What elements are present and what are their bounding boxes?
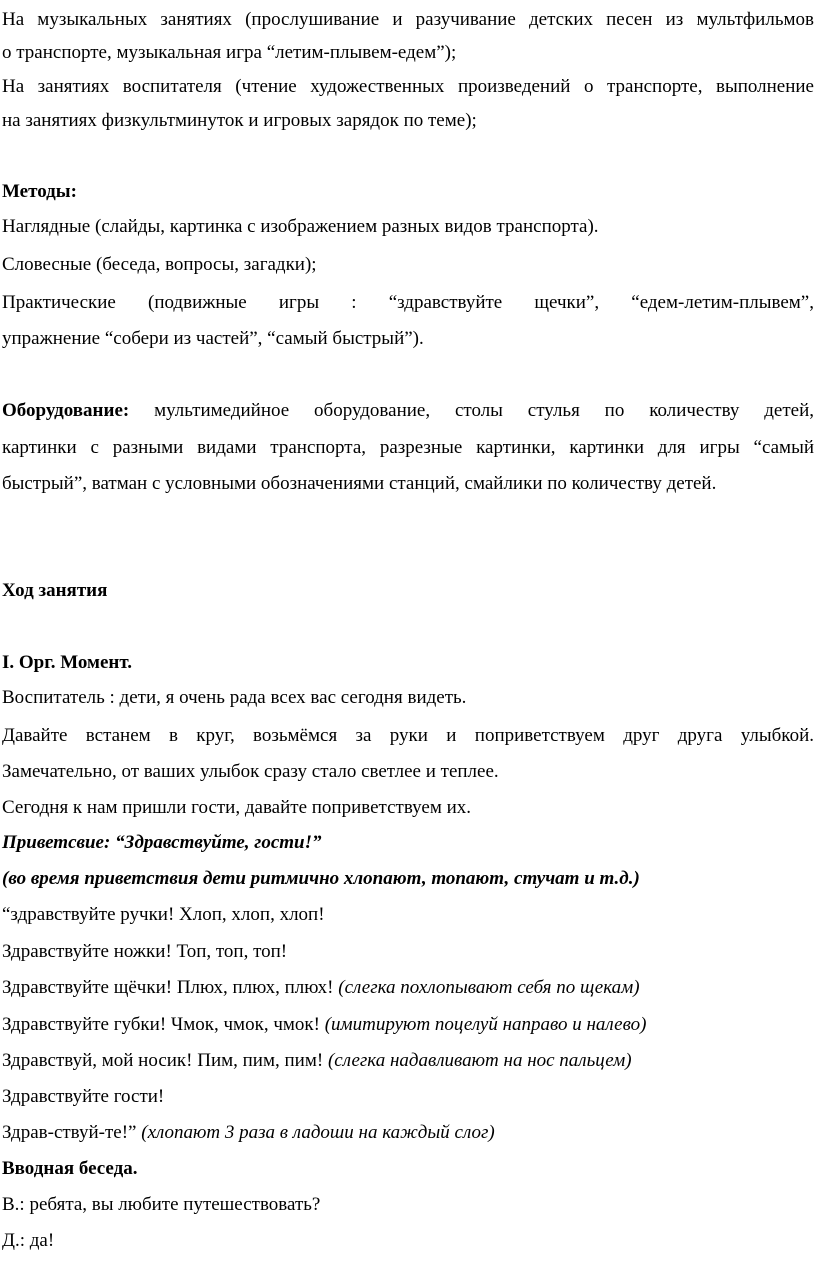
greeting-line-5-note: (слегка надавливают на нос пальцем)	[327, 1050, 632, 1071]
greeting-line-7-note: (хлопают 3 раза в ладоши на каждый слог)	[141, 1122, 495, 1143]
methods-heading: Методы:	[2, 181, 77, 202]
intro-line-2: о транспорте, музыкальная игра “летим-плывем-едем”);	[2, 42, 457, 63]
intro-line-4: на занятиях физкультминуток и игровых зарядок по теме);	[2, 110, 477, 131]
greeting-line-3-note: (слегка похлопывают себя по щекам)	[338, 977, 640, 998]
greeting-line-3-text: Здравствуйте щёчки! Плюх, плюх, плюх!	[2, 977, 334, 998]
greeting-line-4-text: Здравствуйте губки! Чмок, чмок, чмок!	[2, 1014, 320, 1035]
methods-practical-line-1: Практические (подвижные игры : “здравствуйте щечки”, “едем-летим-плывем”,	[2, 292, 814, 313]
section-1-heading: I. Орг. Момент.	[2, 652, 133, 673]
greeting-title: Приветсвие: “Здравствуйте, гости!”	[2, 832, 322, 853]
lesson-text-2: Давайте встанем в круг, возьмёмся за руки и поприветствуем друг друга улыбкой.	[2, 725, 814, 746]
greeting-note: (во время приветствия дети ритмично хлопают, топают, стучат и т.д.)	[2, 868, 640, 889]
greeting-line-6: Здравствуйте гости!	[2, 1086, 165, 1107]
greeting-line-3	[2, 976, 814, 1000]
greeting-line-7	[2, 1121, 814, 1145]
greeting-line-5-text: Здравствуй, мой носик! Пим, пим, пим!	[2, 1050, 324, 1071]
equipment-line-1	[2, 399, 814, 423]
greeting-line-5	[2, 1049, 814, 1073]
greeting-line-2: Здравствуйте ножки! Топ, топ, топ!	[2, 941, 288, 962]
greeting-line-7-text: Здрав-ствуй-те!”	[2, 1122, 137, 1143]
equipment-line-3: быстрый”, ватман с условными обозначениями станций, смайлики по количеству детей.	[2, 473, 717, 494]
greeting-line-4	[2, 1013, 814, 1037]
equipment-line-1-text: мультимедийное оборудование, столы стулья по количеству детей,	[154, 400, 815, 421]
methods-verbal: Словесные (беседа, вопросы, загадки);	[2, 254, 317, 275]
equipment-line-2: картинки с разными видами транспорта, разрезные картинки, картинки для игры “самый	[2, 437, 814, 458]
greeting-line-1: “здравствуйте ручки! Хлоп, хлоп, хлоп!	[2, 904, 325, 925]
methods-visual: Наглядные (слайды, картинка с изображением разных видов транспорта).	[2, 216, 599, 237]
answer-1: Д.: да!	[2, 1230, 55, 1251]
lesson-text-3: Замечательно, от ваших улыбок сразу стало светлее и теплее.	[2, 761, 499, 782]
intro-talk-heading: Вводная беседа.	[2, 1158, 138, 1179]
equipment-heading: Оборудование:	[2, 400, 130, 421]
methods-practical-line-2: упражнение “собери из частей”, “самый быстрый”).	[2, 328, 424, 349]
question-1: В.: ребята, вы любите путешествовать?	[2, 1194, 321, 1215]
intro-line-3: На занятиях воспитателя (чтение художественных произведений о транспорте, выполнение	[2, 76, 814, 97]
lesson-text-1: Воспитатель : дети, я очень рада всех вас сегодня видеть.	[2, 687, 467, 708]
greeting-line-4-note: (имитируют поцелуй направо и налево)	[324, 1014, 647, 1035]
lesson-heading: Ход занятия	[2, 580, 108, 601]
lesson-text-4: Сегодня к нам пришли гости, давайте поприветствуем их.	[2, 797, 472, 818]
intro-line-1: На музыкальных занятиях (прослушивание и разучивание детских песен из мультфильмов	[2, 9, 814, 30]
